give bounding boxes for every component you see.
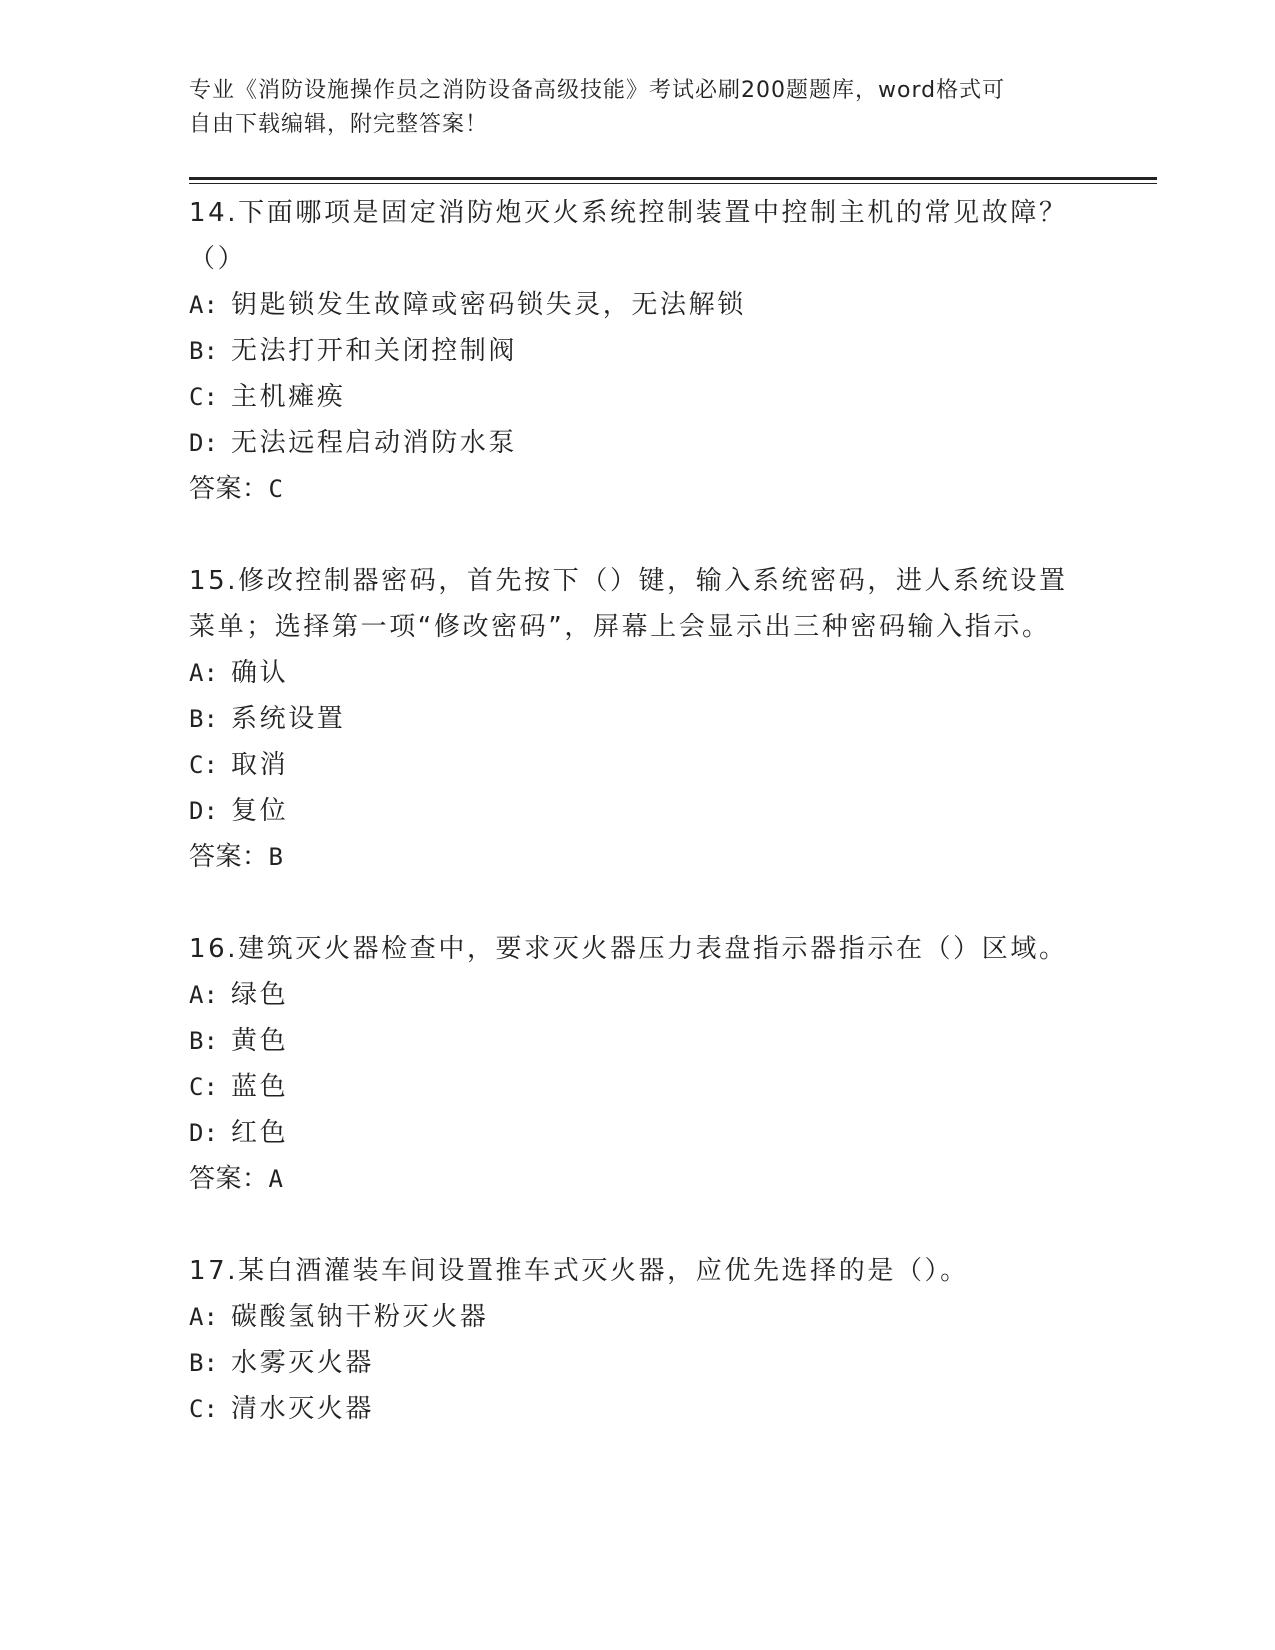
answer-label: 答案：: [189, 1164, 269, 1194]
question-14: [189, 190, 1089, 512]
option-text: 主机瘫痪: [231, 382, 346, 412]
option-letter: D:: [189, 429, 218, 457]
option-d: [189, 1110, 1089, 1156]
option-d: [189, 420, 1089, 466]
answer-value: B: [268, 843, 284, 871]
option-text: 蓝色: [231, 1072, 289, 1102]
option-letter: D:: [189, 1119, 218, 1147]
option-text: 无法远程启动消防水泵: [231, 428, 518, 458]
option-letter: A:: [189, 1303, 218, 1331]
option-b: [189, 1018, 1089, 1064]
option-letter: B:: [189, 1027, 218, 1055]
option-letter: A:: [189, 981, 218, 1009]
question-15: [189, 558, 1089, 880]
question-text: 15.修改控制器密码，首先按下（）键，输入系统密码，进人系统设置菜单；选择第一项“修改密码”，屏幕上会显示出三种密码输入指示。: [189, 566, 1068, 642]
header-line-1: 专业《消防设施操作员之消防设备高级技能》考试必刷200题题库，word格式可: [189, 78, 1006, 103]
option-b: [189, 696, 1089, 742]
option-a: [189, 1294, 1089, 1340]
option-c: [189, 374, 1089, 420]
option-text: 确认: [231, 658, 289, 688]
question-16: [189, 926, 1089, 1202]
option-letter: C:: [189, 751, 218, 779]
answer-value: A: [268, 1165, 284, 1193]
option-text: 黄色: [231, 1026, 289, 1056]
option-letter: C:: [189, 1395, 218, 1423]
header-line-2: 自由下载编辑，附完整答案！: [189, 112, 489, 137]
option-text: 清水灭火器: [231, 1394, 375, 1424]
option-c: [189, 742, 1089, 788]
option-text: 碳酸氢钠干粉灭火器: [231, 1302, 489, 1332]
question-text: 17.某白酒灌装车间设置推车式灭火器，应优先选择的是（）。: [189, 1256, 969, 1286]
question-17: [189, 1248, 1089, 1432]
option-text: 水雾灭火器: [231, 1348, 375, 1378]
option-text: 钥匙锁发生故障或密码锁失灵，无法解锁: [231, 290, 746, 320]
document-header: [189, 74, 1069, 142]
option-text: 绿色: [231, 980, 289, 1010]
answer-label: 答案：: [189, 474, 269, 504]
option-text: 取消: [231, 750, 289, 780]
option-b: [189, 328, 1089, 374]
option-letter: B:: [189, 705, 218, 733]
option-letter: A:: [189, 291, 218, 319]
option-text: 系统设置: [231, 704, 346, 734]
question-text: 14.下面哪项是固定消防炮灭火系统控制装置中控制主机的常见故障？（）: [189, 198, 1068, 274]
option-c: [189, 1064, 1089, 1110]
option-a: [189, 282, 1089, 328]
option-a: [189, 972, 1089, 1018]
option-letter: B:: [189, 337, 218, 365]
option-b: [189, 1340, 1089, 1386]
answer-line: [189, 466, 1089, 512]
question-list: [189, 190, 1089, 1478]
option-letter: A:: [189, 659, 218, 687]
header-divider-thin: [189, 183, 1157, 184]
option-letter: B:: [189, 1349, 218, 1377]
option-letter: D:: [189, 797, 218, 825]
question-text: 16.建筑灭火器检查中，要求灭火器压力表盘指示器指示在（）区域。: [189, 934, 1068, 964]
option-letter: C:: [189, 1073, 218, 1101]
header-divider-thick: [189, 177, 1157, 180]
option-text: 复位: [231, 796, 289, 826]
answer-value: C: [268, 475, 284, 503]
option-a: [189, 650, 1089, 696]
option-d: [189, 788, 1089, 834]
answer-line: [189, 834, 1089, 880]
option-text: 无法打开和关闭控制阀: [231, 336, 518, 366]
option-text: 红色: [231, 1118, 289, 1148]
option-c: [189, 1386, 1089, 1432]
answer-label: 答案：: [189, 842, 269, 872]
option-letter: C:: [189, 383, 218, 411]
answer-line: [189, 1156, 1089, 1202]
